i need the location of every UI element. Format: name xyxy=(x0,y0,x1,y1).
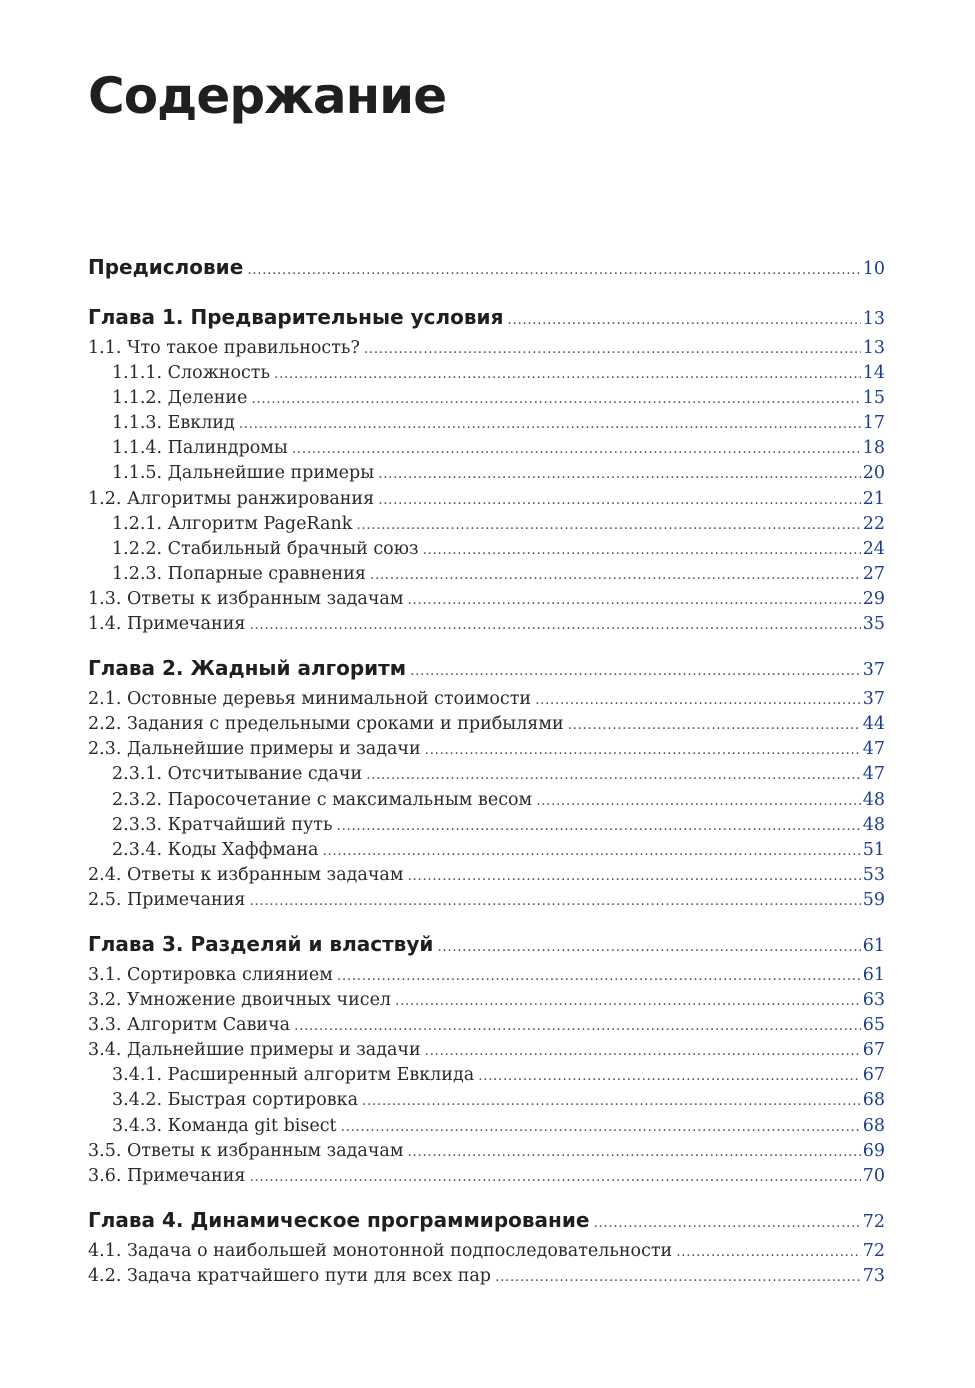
toc-entry-label: 4.2. Задача кратчайшего пути для всех пар xyxy=(88,1265,491,1286)
toc-page-number: 48 xyxy=(862,814,885,835)
toc-page-number: 13 xyxy=(862,338,885,358)
toc-entry-sub[interactable] xyxy=(88,386,885,411)
toc-entry-sub[interactable] xyxy=(88,762,885,787)
toc-page-number: 22 xyxy=(862,513,885,534)
toc-entry-section[interactable] xyxy=(88,712,885,737)
toc-group xyxy=(88,248,885,286)
toc-entry-chapter[interactable] xyxy=(88,925,885,963)
toc-entry-label: 2.3.3. Кратчайший путь xyxy=(112,814,333,835)
toc-entry-label: 3.3. Алгоритм Савича xyxy=(88,1015,291,1036)
toc-entry-section[interactable] xyxy=(88,587,885,612)
dot-leader xyxy=(535,687,861,712)
toc-entry-label: 3.2. Умножение двоичных чисел xyxy=(88,990,392,1011)
toc-page-number: 37 xyxy=(862,689,885,710)
dot-leader xyxy=(239,411,861,436)
toc-entry-sub[interactable] xyxy=(88,1088,885,1113)
toc-entry-label: 1.3. Ответы к избранным задачам xyxy=(88,588,404,609)
toc-page-number: 13 xyxy=(862,309,885,329)
toc-entry-label: 2.1. Остовные деревья минимальной стоимости xyxy=(88,689,532,710)
toc-entry-sub[interactable] xyxy=(88,1114,885,1139)
toc-page-number: 47 xyxy=(862,764,885,785)
dot-leader xyxy=(294,1013,861,1038)
toc-entry-label: 1.1.2. Деление xyxy=(112,388,248,409)
toc-entry-chapter[interactable] xyxy=(88,1201,885,1239)
toc-entry-sub[interactable] xyxy=(88,361,885,386)
toc-entry-section[interactable] xyxy=(88,612,885,637)
toc-page-number: 14 xyxy=(862,363,885,384)
toc-page-number: 70 xyxy=(862,1165,885,1186)
dot-leader xyxy=(378,461,861,486)
toc-entry-section[interactable] xyxy=(88,687,885,712)
toc-page-number: 18 xyxy=(862,438,885,459)
toc-page-number: 47 xyxy=(862,739,885,760)
dot-leader xyxy=(292,436,861,461)
toc-group xyxy=(88,649,885,913)
toc-entry-sub[interactable] xyxy=(88,1063,885,1088)
toc-page-number: 73 xyxy=(862,1265,885,1286)
toc-page-number: 35 xyxy=(862,614,885,635)
dot-leader xyxy=(410,649,861,687)
toc-entry-label: 1.1.3. Евклид xyxy=(112,413,235,434)
toc-entry-label: 3.6. Примечания xyxy=(88,1165,246,1186)
toc-page-number: 20 xyxy=(862,463,885,484)
dot-leader xyxy=(676,1239,860,1264)
toc-page-number: 27 xyxy=(862,563,885,584)
toc-page-number: 37 xyxy=(862,660,885,681)
toc-entry-section[interactable] xyxy=(88,737,885,762)
toc-entry-sub[interactable] xyxy=(88,562,885,587)
dot-leader xyxy=(425,1038,861,1063)
toc-group xyxy=(88,1201,885,1289)
toc-entry-sub[interactable] xyxy=(88,788,885,813)
toc-page-number: 68 xyxy=(862,1090,885,1111)
toc-entry-label: 2.5. Примечания xyxy=(88,889,246,910)
toc-entry-section[interactable] xyxy=(88,1038,885,1063)
toc-page-number: 68 xyxy=(862,1115,885,1136)
toc-page-number: 67 xyxy=(862,1065,885,1086)
dot-leader xyxy=(536,788,861,813)
toc-entry-sub[interactable] xyxy=(88,436,885,461)
toc-page-number: 21 xyxy=(862,488,885,509)
toc-page-number: 53 xyxy=(862,864,885,885)
dot-leader xyxy=(356,512,860,537)
dot-leader xyxy=(568,712,861,737)
dot-leader xyxy=(337,813,861,838)
dot-leader xyxy=(593,1201,860,1239)
toc-entry-label: 4.1. Задача о наибольшей монотонной подпоследовательности xyxy=(88,1240,673,1261)
toc-page-number: 17 xyxy=(862,413,885,434)
toc-page-number: 61 xyxy=(862,935,885,956)
toc-entry-sub[interactable] xyxy=(88,813,885,838)
toc-entry-label: 2.4. Ответы к избранным задачам xyxy=(88,864,404,885)
dot-leader xyxy=(366,762,861,787)
dot-leader xyxy=(322,838,860,863)
dot-leader xyxy=(407,863,860,888)
toc-entry-sub[interactable] xyxy=(88,411,885,436)
dot-leader xyxy=(495,1264,861,1289)
toc-entry-label: 3.4. Дальнейшие примеры и задачи xyxy=(88,1040,421,1061)
toc-entry-label: Глава 2. Жадный алгоритм xyxy=(88,656,407,681)
toc-entry-label: 3.4.2. Быстрая сортировка xyxy=(112,1090,359,1111)
toc-entry-section[interactable] xyxy=(88,888,885,913)
toc-page-number: 15 xyxy=(862,388,885,409)
dot-leader xyxy=(425,737,861,762)
toc-entry-sub[interactable] xyxy=(88,461,885,486)
toc-entry-sub[interactable] xyxy=(88,512,885,537)
dot-leader xyxy=(423,537,861,562)
toc-entry-label: 1.1.5. Дальнейшие примеры xyxy=(112,463,375,484)
toc-page-number: 29 xyxy=(862,588,885,609)
table-of-contents xyxy=(88,248,885,1301)
toc-page-number: 24 xyxy=(862,538,885,559)
dot-leader xyxy=(337,963,861,988)
toc-entry-label: 1.1.1. Сложность xyxy=(112,363,271,384)
dot-leader xyxy=(370,562,861,587)
toc-page-number: 72 xyxy=(862,1240,885,1261)
dot-leader xyxy=(362,1088,861,1113)
toc-entry-section[interactable] xyxy=(88,1264,885,1289)
toc-entry-label: 1.2.2. Стабильный брачный союз xyxy=(112,538,419,559)
dot-leader xyxy=(407,1139,860,1164)
toc-entry-label: 3.1. Сортировка слиянием xyxy=(88,964,333,985)
toc-entry-label: 2.3.4. Коды Хаффмана xyxy=(112,839,319,860)
toc-page-number: 69 xyxy=(862,1140,885,1161)
toc-entry-label: 3.4.1. Расширенный алгоритм Евклида xyxy=(112,1065,475,1086)
toc-entry-section[interactable] xyxy=(88,336,885,361)
toc-entry-label: 3.4.3. Команда git bisect xyxy=(112,1115,337,1136)
toc-entry-section[interactable] xyxy=(88,1164,885,1189)
dot-leader xyxy=(341,1114,861,1139)
toc-group xyxy=(88,298,885,637)
toc-page-number: 48 xyxy=(862,789,885,810)
toc-entry-chapter[interactable] xyxy=(88,248,885,286)
toc-entry-label: 2.2. Задания с предельными сроками и прибылями xyxy=(88,714,564,735)
toc-entry-section[interactable] xyxy=(88,863,885,888)
toc-entry-section[interactable] xyxy=(88,1239,885,1264)
toc-entry-label: 1.4. Примечания xyxy=(88,614,246,635)
toc-entry-label: 2.3.1. Отсчитывание сдачи xyxy=(112,764,363,785)
toc-entry-chapter[interactable] xyxy=(88,649,885,687)
toc-entry-label: Глава 3. Разделяй и властвуй xyxy=(88,931,434,956)
toc-entry-label: 1.2. Алгоритмы ранжирования xyxy=(88,488,375,509)
dot-leader xyxy=(249,888,860,913)
dot-leader xyxy=(251,386,860,411)
toc-entry-sub[interactable] xyxy=(88,838,885,863)
dot-leader xyxy=(364,336,861,361)
dot-leader xyxy=(249,612,860,637)
toc-group xyxy=(88,925,885,1189)
toc-entry-label: 3.5. Ответы к избранным задачам xyxy=(88,1140,404,1161)
toc-entry-label: Глава 1. Предварительные условия xyxy=(88,305,504,329)
dot-leader xyxy=(247,248,860,286)
toc-entry-section[interactable] xyxy=(88,487,885,512)
dot-leader xyxy=(437,925,860,963)
toc-entry-section[interactable] xyxy=(88,1139,885,1164)
toc-page-number: 63 xyxy=(862,990,885,1011)
toc-entry-label: Предисловие xyxy=(88,255,244,279)
toc-entry-section[interactable] xyxy=(88,963,885,988)
dot-leader xyxy=(478,1063,861,1088)
dot-leader xyxy=(395,988,861,1013)
toc-entry-chapter[interactable] xyxy=(88,298,885,336)
toc-page-number: 67 xyxy=(862,1040,885,1061)
toc-entry-label: 1.1.4. Палиндромы xyxy=(112,438,288,459)
dot-leader xyxy=(378,487,861,512)
toc-page-number: 65 xyxy=(862,1015,885,1036)
toc-entry-label: 1.1. Что такое правильность? xyxy=(88,338,360,358)
dot-leader xyxy=(274,361,861,386)
toc-entry-label: 1.2.1. Алгоритм PageRank xyxy=(112,513,353,534)
toc-page-number: 72 xyxy=(862,1211,885,1232)
toc-page-number: 51 xyxy=(862,839,885,860)
dot-leader xyxy=(249,1164,860,1189)
toc-entry-label: 2.3.2. Паросочетание с максимальным весом xyxy=(112,789,533,810)
toc-entry-label: 2.3. Дальнейшие примеры и задачи xyxy=(88,739,421,760)
toc-page-number: 61 xyxy=(862,964,885,985)
toc-entry-section[interactable] xyxy=(88,1013,885,1038)
toc-page-number: 59 xyxy=(862,889,885,910)
toc-entry-sub[interactable] xyxy=(88,537,885,562)
toc-page-number: 10 xyxy=(862,259,885,279)
toc-entry-label: Глава 4. Динамическое программирование xyxy=(88,1207,590,1232)
dot-leader xyxy=(507,298,860,336)
dot-leader xyxy=(407,587,860,612)
page-title: Содержание xyxy=(88,67,447,125)
toc-entry-label: 1.2.3. Попарные сравнения xyxy=(112,563,366,584)
toc-page-number: 44 xyxy=(862,714,885,735)
toc-entry-section[interactable] xyxy=(88,988,885,1013)
